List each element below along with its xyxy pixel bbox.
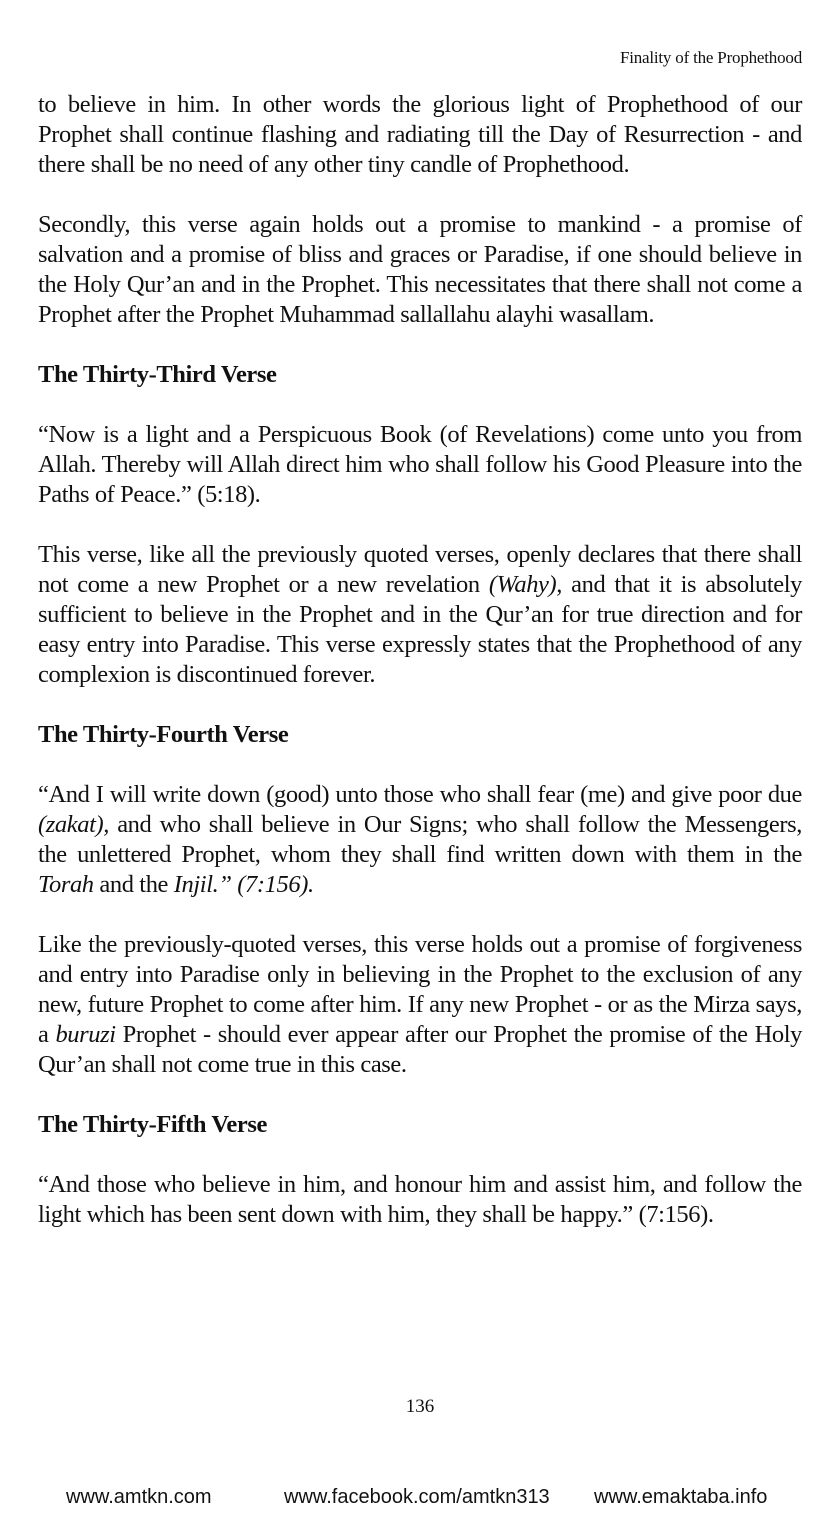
quote-thirty-fifth-verse: “And those who believe in him, and honour him and assist him, and follow the light which has been sent down with him, they shall be happy.” (7:156). — [38, 1171, 802, 1228]
commentary-thirty-third-verse — [38, 540, 802, 690]
text-segment: and the — [93, 871, 174, 898]
footer-link-emaktaba[interactable]: www.emaktaba.info — [594, 1486, 768, 1508]
commentary-thirty-fourth-verse — [38, 930, 802, 1080]
italic-term-injil: Injil.” (7:156). — [173, 871, 314, 898]
heading-thirty-third-verse: The Thirty-Third Verse — [38, 361, 277, 388]
italic-term-buruzi: buruzi — [55, 1021, 116, 1048]
text-segment: Like the previously-quoted verses, this verse holds out a promise of forgiveness and entry into Paradise only in believing in the Prophet to the exclusion of any new, future Prophet to come after him. If any new Prophet - or as the Mirza says, a — [38, 931, 802, 1048]
text-segment: This verse, like all the previously quoted verses, openly declares that there shall not come a new Prophet or a new revelation — [38, 541, 802, 598]
text-segment: and that it is absolutely sufficient to believe in the Prophet and in the Qur’an for true direction and for easy entry into Paradise. This verse expressly states that the Prophethood of any complexion is discontinued forever. — [38, 571, 802, 688]
text-segment: “And I will write down (good) unto those who shall fear (me) and give poor due — [38, 781, 802, 808]
paragraph-continuation: to believe in him. In other words the glorious light of Prophethood of our Prophet shall continue flashing and radiating till the Day of Resurrection - and there shall be no need of any other tiny candle of Prophethood. — [38, 91, 802, 178]
italic-term-torah: Torah — [38, 871, 94, 898]
heading-thirty-fourth-verse: The Thirty-Fourth Verse — [38, 721, 289, 748]
italic-term-wahy: (Wahy), — [488, 571, 563, 598]
running-header: Finality of the Prophethood — [619, 48, 802, 67]
text-segment: Prophet - should ever appear after our Prophet the promise of the Holy Qur’an shall not come true in this case. — [38, 1021, 802, 1078]
italic-term-zakat: (zakat), — [38, 811, 109, 838]
page-body — [38, 90, 802, 1260]
text-segment: and who shall believe in Our Signs; who shall follow the Messengers, the unlettered Prophet, whom they shall find written down with them in the — [38, 811, 802, 868]
quote-thirty-fourth-verse — [38, 780, 802, 900]
footer-link-amtkn[interactable]: www.amtkn.com — [66, 1486, 212, 1508]
footer-link-facebook[interactable]: www.facebook.com/amtkn313 — [284, 1486, 550, 1508]
quote-thirty-third-verse: “Now is a light and a Perspicuous Book (of Revelations) come unto you from Allah. Thereby will Allah direct him who shall follow his Good Pleasure into the Paths of Peace.” (5:18). — [38, 421, 802, 508]
paragraph-secondly: Secondly, this verse again holds out a promise to mankind - a promise of salvation and a promise of bliss and graces or Paradise, if one should believe in the Holy Qur’an and in the Prophet. This necessitates that there shall not come a Prophet after the Prophet Muhammad sallallahu alayhi wasallam. — [38, 211, 802, 328]
heading-thirty-fifth-verse: The Thirty-Fifth Verse — [38, 1111, 267, 1138]
page-number: 136 — [405, 1396, 435, 1417]
